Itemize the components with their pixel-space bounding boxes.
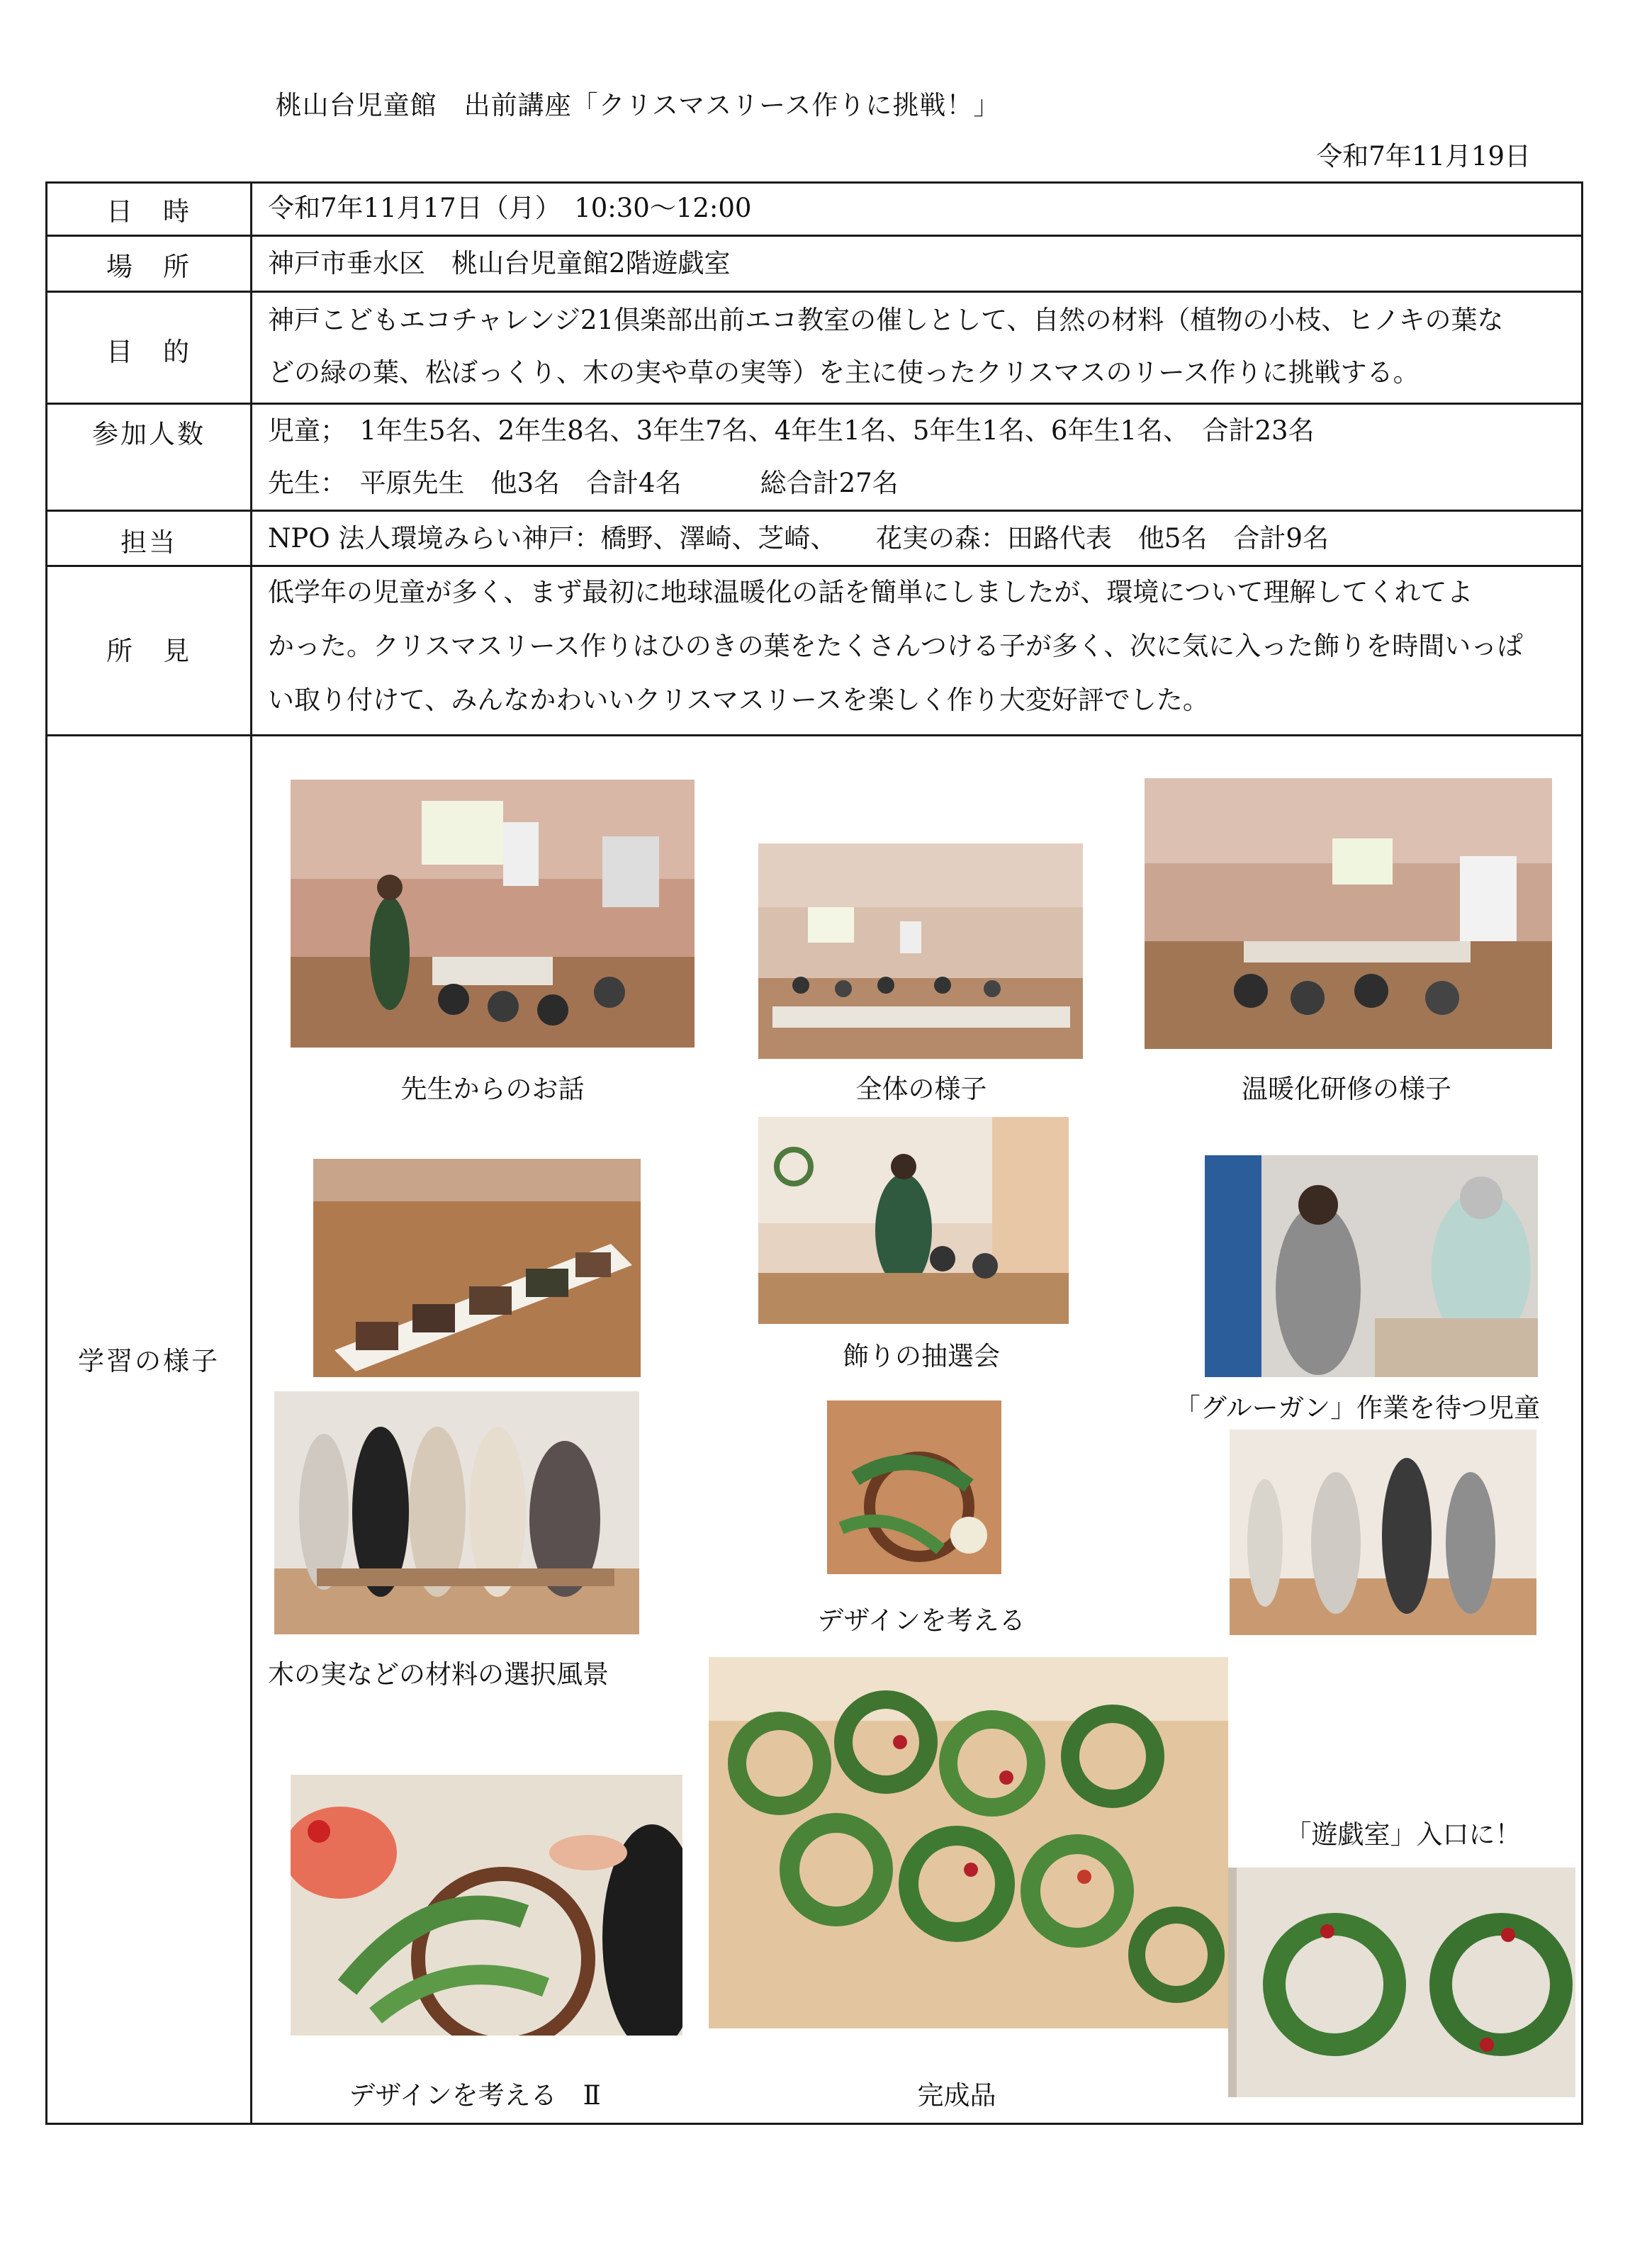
photo-warming (1145, 778, 1552, 1049)
staff-value: NPO 法人環境みらい神戸：橋野、澤崎、芝崎、 花実の森：田路代表 他5名 合計9名 (268, 523, 1329, 554)
remarks-line-1: 低学年の児童が多く、まず最初に地球温暖化の話を簡単にしましたが、環境について理解してくれてよ (268, 577, 1473, 607)
caption-lottery: 飾りの抽選会 (843, 1341, 1000, 1371)
row-divider (45, 510, 1583, 512)
photo-entrance-wreaths (1228, 1868, 1575, 2097)
remarks-line-3: い取り付けて、みんなかわいいクリスマスリースを楽しく作り大変好評でした。 (268, 685, 1209, 715)
photo-overall (758, 843, 1083, 1059)
caption-materials: 木の実などの材料の選択風景 (268, 1659, 609, 1690)
caption-design-2: デザインを考える Ⅱ (349, 2080, 601, 2111)
caption-glue-gun: 「グルーガン」作業を待つ児童 (1174, 1393, 1541, 1423)
caption-finished: 完成品 (917, 2080, 996, 2111)
caption-design: デザインを考える (817, 1605, 1025, 1636)
purpose-label: 目 的 (106, 337, 191, 367)
purpose-line-1: 神戸こどもエコチャレンジ21倶楽部出前エコ教室の催しとして、自然の材料（植物の小枝、ヒノキの葉な (268, 305, 1504, 335)
caption-entrance: 「遊戯室」入口に！ (1285, 1819, 1522, 1850)
table-column-divider (250, 181, 252, 2125)
place-value: 神戸市垂水区 桃山台児童館2階遊戯室 (268, 248, 731, 279)
participants-line-1: 児童； 1年生5名、2年生8名、3年生7名、4年生1名、5年生1名、6年生1名、 合計23名 (268, 415, 1315, 446)
photo-waiting-children (1230, 1430, 1536, 1635)
row-divider (45, 734, 1583, 736)
photo-design (827, 1400, 1001, 1574)
row-divider (45, 235, 1583, 237)
purpose-line-2: どの緑の葉、松ぼっくり、木の実や草の実等）を主に使ったクリスマスのリース作りに挑戦する。 (268, 357, 1420, 388)
photo-materials-tables (313, 1159, 641, 1377)
datetime-label: 日 時 (106, 196, 191, 227)
photo-finished-wreaths (709, 1657, 1228, 2028)
report-date: 令和7年11月19日 (1316, 141, 1531, 172)
photo-material-selection (274, 1391, 639, 1634)
place-label: 場 所 (106, 252, 191, 282)
row-divider (45, 403, 1583, 405)
document-title: 桃山台児童館 出前講座「クリスマスリース作りに挑戦！」 (275, 90, 1001, 120)
participants-label: 参加人数 (92, 419, 206, 449)
learning-label: 学習の様子 (78, 1346, 220, 1376)
remarks-label: 所 見 (106, 636, 191, 666)
remarks-line-2: かった。クリスマスリース作りはひのきの葉をたくさんつける子が多く、次に気に入った飾りを時間いっぱ (268, 631, 1524, 661)
caption-overall: 全体の様子 (855, 1074, 987, 1104)
caption-teacher-talk: 先生からのお話 (400, 1074, 585, 1104)
row-divider (45, 291, 1583, 293)
photo-teacher-talk (291, 780, 695, 1048)
photo-design-2 (291, 1775, 682, 2036)
staff-label: 担当 (120, 527, 177, 558)
photo-lottery (758, 1117, 1069, 1324)
caption-warming: 温暖化研修の様子 (1242, 1074, 1451, 1104)
datetime-value: 令和7年11月17日（月） 10:30〜12:00 (268, 193, 752, 223)
participants-line-2: 先生： 平原先生 他3名 合計4名 総合計27名 (268, 468, 899, 498)
photo-glue-gun (1205, 1155, 1538, 1377)
